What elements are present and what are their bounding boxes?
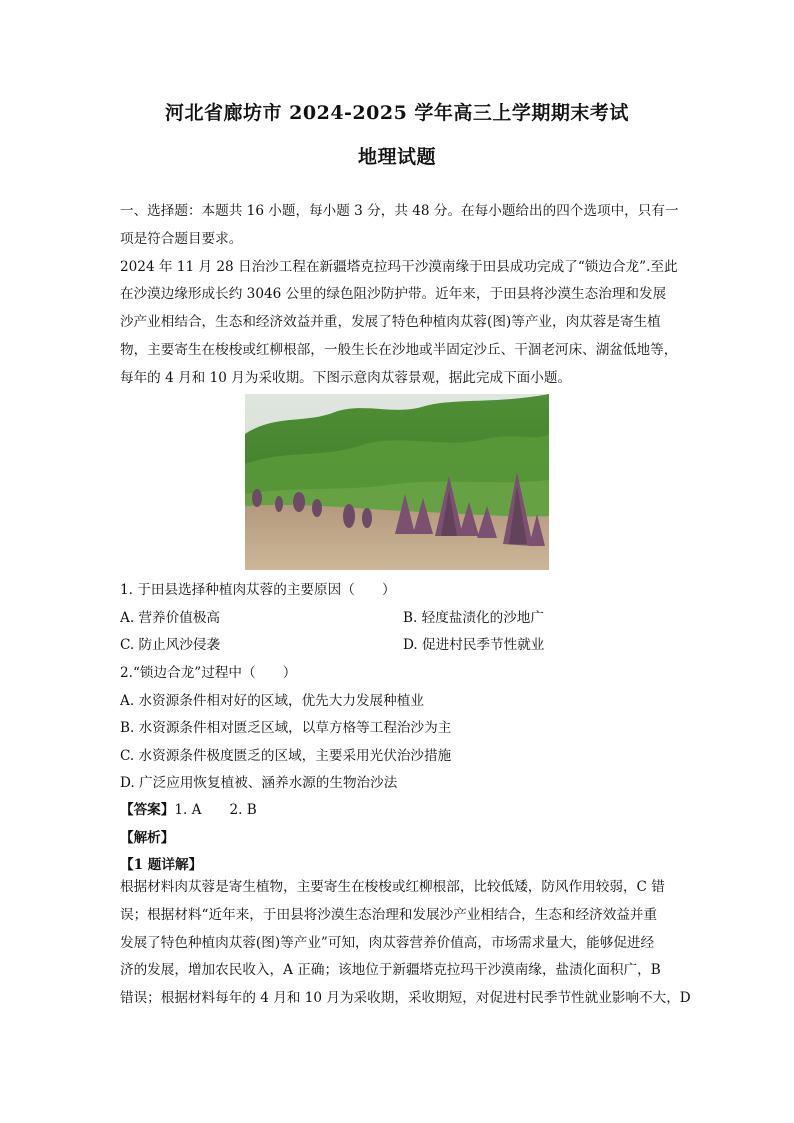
material-line: 每年的 4 月和 10 月为采收期。下图示意肉苁蓉景观，据此完成下面小题。 [120,369,572,386]
analysis-line: 误；根据材料“近年来，于田县将沙漠生态治理和发展沙产业相结合，生态和经济效益并重 [120,906,658,923]
material-line: 在沙漠边缘形成长约 3046 公里的绿色阻沙防护带。近年来，于田县将沙漠生态治理和发展 [120,286,667,303]
answer-block [120,797,700,880]
option-c: C. 水资源条件极度匮乏的区域，主要采用光伏治沙措施 [120,747,452,764]
analysis-sub-label: 【1 题详解】 [120,857,203,874]
question-1 [120,577,700,660]
option-d: D. 促进村民季节性就业 [403,637,545,654]
cistanche-photo [245,394,549,570]
option-b: B. 水资源条件相对匮乏区域，以草方格等工程治沙为主 [120,720,452,737]
analysis-text [120,874,700,1013]
material-line: 2024 年 11 月 28 日治沙工程在新疆塔克拉玛干沙漠南缘于田县成功完成了“锁边合龙”.至此 [120,258,678,275]
material-line: 沙产业相结合，生态和经济效益并重，发展了特色种植肉苁蓉(图)等产业，肉苁蓉是寄生植 [120,314,661,331]
intro-line: 项是符合题目要求。 [120,230,243,247]
intro-line: 一、选择题：本题共 16 小题，每小题 3 分，共 48 分。在每小题给出的四个选项中，只有一 [120,203,679,219]
section-intro [120,198,680,393]
answer-label: 【答案】 [120,802,175,818]
option-d: D. 广泛应用恢复植被、涵养水源的生物治沙法 [120,775,398,792]
option-row [120,632,700,660]
analysis-line: 根据材料肉苁蓉是寄生植物，主要寄生在梭梭或红柳根部，比较低矮，防风作用较弱，C 错 [120,879,665,895]
page-title: 河北省廊坊市 2024-2025 学年高三上学期期末考试 [165,102,629,124]
option-row [120,605,700,633]
answer-value-1: 1. A [174,802,202,818]
analysis-label: 【解析】 [120,829,175,846]
question-2 [120,660,700,798]
option-a: A. 营养价值极高 [120,609,221,626]
analysis-line: 发展了特色种植肉苁蓉(图)等产业”可知，肉苁蓉营养价值高，市场需求量大，能够促进经 [120,934,655,951]
analysis-line: 错误；根据材料每年的 4 月和 10 月为采收期，采收期短，对促进村民季节性就业影响不大，D [120,990,691,1007]
option-c: C. 防止风沙侵袭 [120,637,221,654]
subject-title: 地理试题 [357,146,436,168]
answer-value-2: 2. B [229,802,257,818]
question-stem: 2.“锁边合龙”过程中（ ） [120,665,297,681]
question-stem: 1. 于田县选择种植肉苁蓉的主要原因（ ） [120,582,396,598]
analysis-line: 济的发展，增加农民收入，A 正确；该地位于新疆塔克拉玛干沙漠南缘，盐渍化面积广，B [120,962,661,979]
option-a: A. 水资源条件相对好的区域，优先大力发展种植业 [120,692,424,709]
material-line: 物，主要寄生在梭梭或红柳根部，一般生长在沙地或半固定沙丘、干涸老河床、湖盆低地等， [120,341,678,358]
option-b: B. 轻度盐渍化的沙地广 [403,609,544,626]
